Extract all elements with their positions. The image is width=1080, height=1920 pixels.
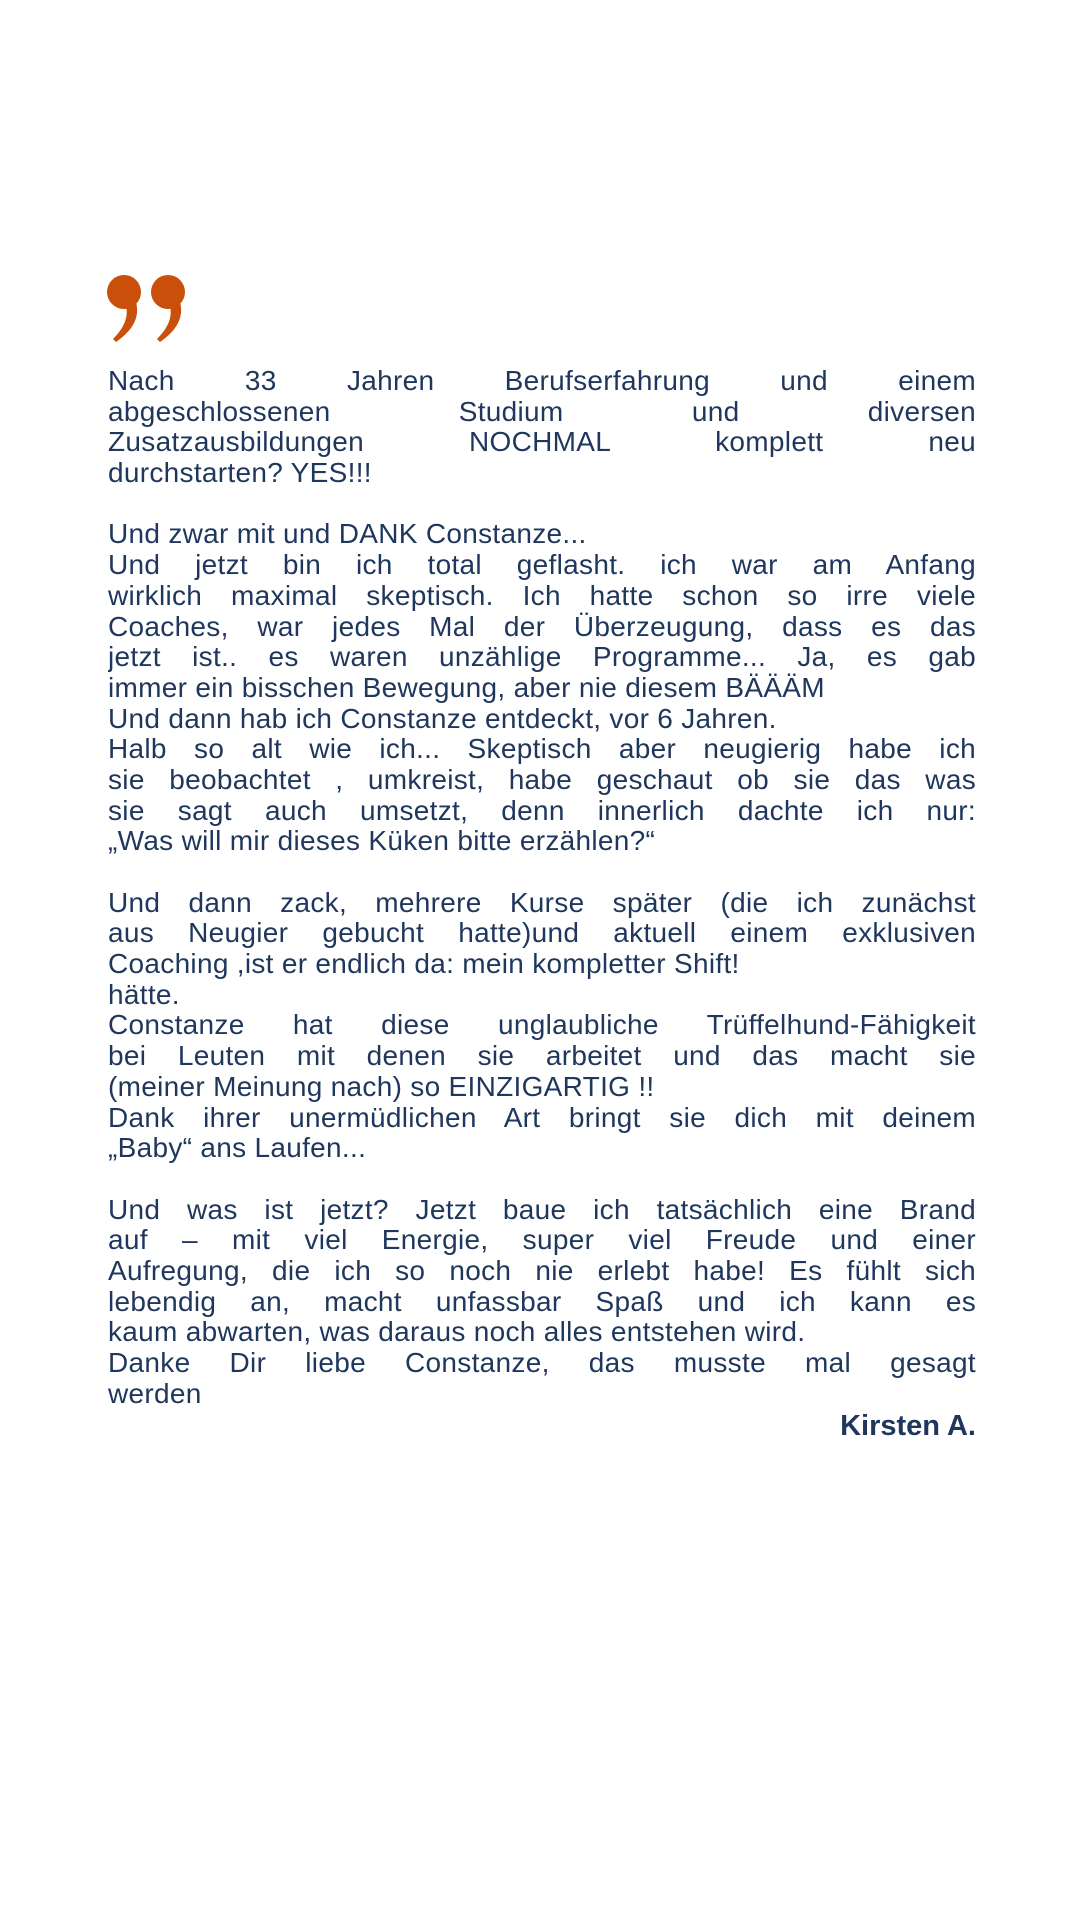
text-line: durchstarten? YES!!! bbox=[108, 457, 372, 489]
text-line: Und zwar mit und DANK Constanze... bbox=[108, 518, 587, 550]
text-line: immer ein bisschen Bewegung, aber nie diesem BÄÄÄM bbox=[108, 671, 825, 703]
paragraph-spacer bbox=[108, 489, 976, 520]
text-line: bei Leuten mit denen sie arbeitet und das macht sie bbox=[108, 1041, 976, 1072]
closing-quote-icon bbox=[106, 272, 194, 344]
text-line: Coaches, war jedes Mal der Überzeugung, dass es das bbox=[108, 611, 976, 642]
text-line: hätte. bbox=[108, 978, 180, 1010]
text-line: jetzt ist.. es waren unzählige Programme... Ja, es gab bbox=[108, 642, 976, 673]
text-line: (meiner Meinung nach) so EINZIGARTIG !! bbox=[108, 1070, 655, 1102]
text-line: wirklich maximal skeptisch. Ich hatte schon so irre viele bbox=[108, 580, 976, 611]
text-line: aus Neugier gebucht hatte)und aktuell einem exklusiven bbox=[108, 918, 976, 949]
text-line: werden bbox=[108, 1377, 202, 1409]
text-line: Nach 33 Jahren Berufserfahrung und einem bbox=[108, 366, 976, 396]
text-line: Und jetzt bin ich total geflasht. ich war am Anfang bbox=[108, 550, 976, 581]
text-line: Zusatzausbildungen NOCHMAL komplett neu bbox=[108, 427, 976, 458]
testimonial-paragraph bbox=[108, 888, 976, 1164]
text-line: Und was ist jetzt? Jetzt baue ich tatsächlich eine Brand bbox=[108, 1194, 976, 1225]
text-line: sie sagt auch umsetzt, denn innerlich dachte ich nur: bbox=[108, 795, 976, 826]
text-line: sie beobachtet , umkreist, habe geschaut ob sie das was bbox=[108, 764, 976, 795]
testimonial-author: Kirsten A. bbox=[840, 1410, 976, 1442]
text-line: abgeschlossenen Studium und diversen bbox=[108, 396, 976, 427]
text-line: Halb so alt wie ich... Skeptisch aber neugierig habe ich bbox=[108, 734, 976, 765]
testimonial-paragraph bbox=[108, 519, 976, 857]
paragraph-spacer bbox=[108, 857, 976, 888]
text-line: Constanze hat diese unglaubliche Trüffelhund-Fähigkeit bbox=[108, 1010, 976, 1041]
text-line: Coaching ,ist er endlich da: mein kompletter Shift! bbox=[108, 948, 740, 980]
text-line: „Baby“ ans Laufen... bbox=[108, 1132, 367, 1164]
text-line: „Was will mir dieses Küken bitte erzählen?“ bbox=[108, 825, 656, 857]
text-line: Aufregung, die ich so noch nie erlebt habe! Es fühlt sich bbox=[108, 1255, 976, 1286]
text-line: Dank ihrer unermüdlichen Art bringt sie dich mit deinem bbox=[108, 1102, 976, 1133]
text-line: auf – mit viel Energie, super viel Freude und einer bbox=[108, 1225, 976, 1256]
testimonial-paragraph bbox=[108, 366, 976, 489]
paragraph-spacer bbox=[108, 1164, 976, 1195]
text-line: Und dann hab ich Constanze entdeckt, vor 6 Jahren. bbox=[108, 702, 777, 734]
text-line: kaum abwarten, was daraus noch alles entstehen wird. bbox=[108, 1316, 806, 1348]
text-line: Und dann zack, mehrere Kurse später (die ich zunächst bbox=[108, 887, 976, 918]
testimonial-text bbox=[108, 366, 976, 1409]
text-line: lebendig an, macht unfassbar Spaß und ich kann es bbox=[108, 1286, 976, 1317]
testimonial-paragraph bbox=[108, 1195, 976, 1410]
text-line: Danke Dir liebe Constanze, das musste mal gesagt bbox=[108, 1348, 976, 1378]
